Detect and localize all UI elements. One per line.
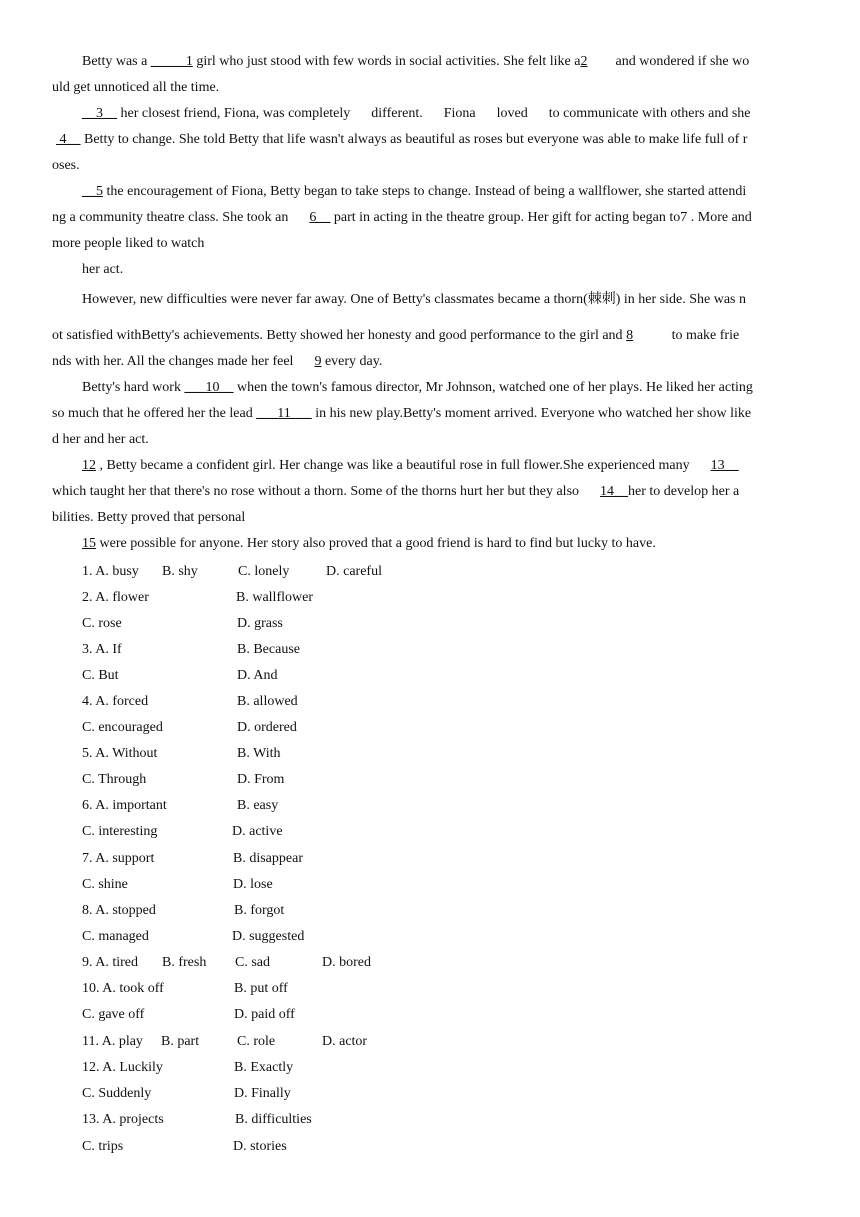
option-d: D. suggested (232, 929, 305, 944)
option-c: C. Suddenly (82, 1086, 152, 1101)
option-a: 11. A. play (82, 1034, 143, 1049)
option-d: D. grass (237, 616, 283, 631)
passage-text: part in acting in the theatre group. Her gift for acting began to7 . More and (330, 210, 752, 225)
option-a: 1. A. busy (82, 564, 139, 579)
option-b: B. put off (234, 981, 288, 996)
option-a: 9. A. tired (82, 955, 138, 970)
blank-15: 15 (82, 536, 96, 551)
option-a: 5. A. Without (82, 746, 158, 761)
passage-text: her to develop her a (628, 484, 740, 499)
option-d: D. And (237, 668, 278, 683)
option-d: D. bored (322, 955, 371, 970)
option-c: C. role (237, 1034, 276, 1049)
passage-text: and wondered if she wo (587, 54, 750, 69)
option-b: B. part (161, 1034, 200, 1049)
passage-line (52, 208, 752, 228)
option-c: C. trips (82, 1139, 124, 1154)
blank-5: __5 (82, 184, 103, 199)
passage-line: more people liked to watch (52, 236, 205, 251)
option-b: B. Because (237, 642, 300, 657)
blank-8: 8 (626, 328, 634, 343)
option-a: 4. A. forced (82, 694, 149, 709)
passage-line: her act. (82, 262, 124, 277)
passage-line (52, 326, 739, 346)
passage-line (82, 182, 746, 202)
passage-text: her closest friend, Fiona, was completely different. Fiona loved to communicate with others and she (117, 106, 751, 121)
blank-1: _____1 (150, 54, 193, 69)
option-b: B. shy (162, 564, 198, 579)
passage-text: when the town's famous director, Mr Johnson, watched one of her plays. He liked her acting (233, 380, 753, 395)
passage-line: uld get unnoticed all the time. (52, 80, 220, 95)
passage-text: nds with her. All the changes made her feel (52, 354, 315, 369)
option-a: 7. A. support (82, 851, 155, 866)
passage-text: girl who just stood with few words in social activities. She felt like a (192, 54, 581, 69)
option-d: D. ordered (237, 720, 297, 735)
option-c: C. shine (82, 877, 128, 892)
option-b: B. With (237, 746, 281, 761)
option-b: B. difficulties (235, 1112, 312, 1127)
passage-text: ng a community theatre class. She took an (52, 210, 310, 225)
passage-text: in his new play.Betty's moment arrived. Everyone who watched her show like (311, 406, 752, 421)
option-a: 6. A. important (82, 798, 167, 813)
blank-6: 6__ (309, 210, 331, 225)
option-b: B. disappear (233, 851, 303, 866)
option-a: 10. A. took off (82, 981, 164, 996)
option-c: C. gave off (82, 1007, 145, 1022)
passage-line: bilities. Betty proved that personal (52, 510, 246, 525)
blank-14: 14__ (600, 484, 629, 499)
option-d: D. From (237, 772, 285, 787)
option-a: 12. A. Luckily (82, 1060, 163, 1075)
passage-line: However, new difficulties were never far away. One of Betty's classmates became a thorn(棘刺) in her side. She was n (82, 292, 747, 307)
option-b: B. allowed (237, 694, 298, 709)
option-a: 2. A. flower (82, 590, 149, 605)
passage-line (82, 378, 753, 398)
passage-text: so much that he offered her the lead (52, 406, 257, 421)
option-b: B. forgot (234, 903, 285, 918)
blank-13: 13__ (710, 458, 739, 473)
option-b: B. fresh (162, 955, 207, 970)
blank-4: 4__ (56, 132, 81, 147)
option-d: D. Finally (234, 1086, 291, 1101)
blank-3: __3__ (82, 106, 117, 121)
blank-12: 12 (82, 458, 96, 473)
blank-9: 9 (314, 354, 322, 369)
option-d: D. lose (233, 877, 273, 892)
blank-10: ___10__ (184, 380, 234, 395)
option-c: C. sad (235, 955, 270, 970)
passage-line (82, 456, 739, 476)
passage-text: the encouragement of Fiona, Betty began to take steps to change. Instead of being a wallflower, she started attendi (103, 184, 747, 199)
option-d: D. careful (326, 564, 382, 579)
option-a: 3. A. If (82, 642, 122, 657)
option-a: 13. A. projects (82, 1112, 164, 1127)
passage-text: Betty was a (82, 54, 151, 69)
option-b: B. wallflower (236, 590, 313, 605)
passage-text: to make frie (633, 328, 740, 343)
passage-line (52, 482, 739, 502)
passage-text: Betty's hard work (82, 380, 185, 395)
option-b: B. Exactly (234, 1060, 294, 1075)
option-c: C. rose (82, 616, 122, 631)
option-d: D. actor (322, 1034, 368, 1049)
option-c: C. But (82, 668, 119, 683)
option-c: C. interesting (82, 824, 158, 839)
passage-line (82, 52, 749, 72)
option-c: C. Through (82, 772, 147, 787)
passage-line (52, 404, 751, 424)
passage-text: every day. (321, 354, 383, 369)
passage-text: which taught her that there's no rose without a thorn. Some of the thorns hurt her but they also (52, 484, 601, 499)
passage-line (82, 104, 751, 124)
blank-11: ___11___ (256, 406, 312, 421)
option-d: D. stories (233, 1139, 287, 1154)
passage-line (56, 130, 747, 150)
option-b: B. easy (237, 798, 279, 813)
passage-line (52, 352, 382, 372)
passage-line: d her and her act. (52, 432, 149, 447)
option-c: C. lonely (238, 564, 290, 579)
blank-2: 2 (580, 54, 588, 69)
option-a: 8. A. stopped (82, 903, 156, 918)
passage-text: Betty to change. She told Betty that life wasn't always as beautiful as roses but everyone was able to make life full of r (80, 132, 748, 147)
passage-line (82, 534, 656, 554)
option-c: C. encouraged (82, 720, 163, 735)
passage-text: were possible for anyone. Her story also proved that a good friend is hard to find but lucky to have. (96, 536, 656, 551)
passage-line: oses. (52, 158, 80, 173)
option-d: D. active (232, 824, 283, 839)
passage-text: ot satisfied withBetty's achievements. Betty showed her honesty and good performance to the girl and (52, 328, 627, 343)
passage-text: , Betty became a confident girl. Her change was like a beautiful rose in full flower.She experienced many (96, 458, 711, 473)
option-d: D. paid off (234, 1007, 295, 1022)
option-c: C. managed (82, 929, 149, 944)
